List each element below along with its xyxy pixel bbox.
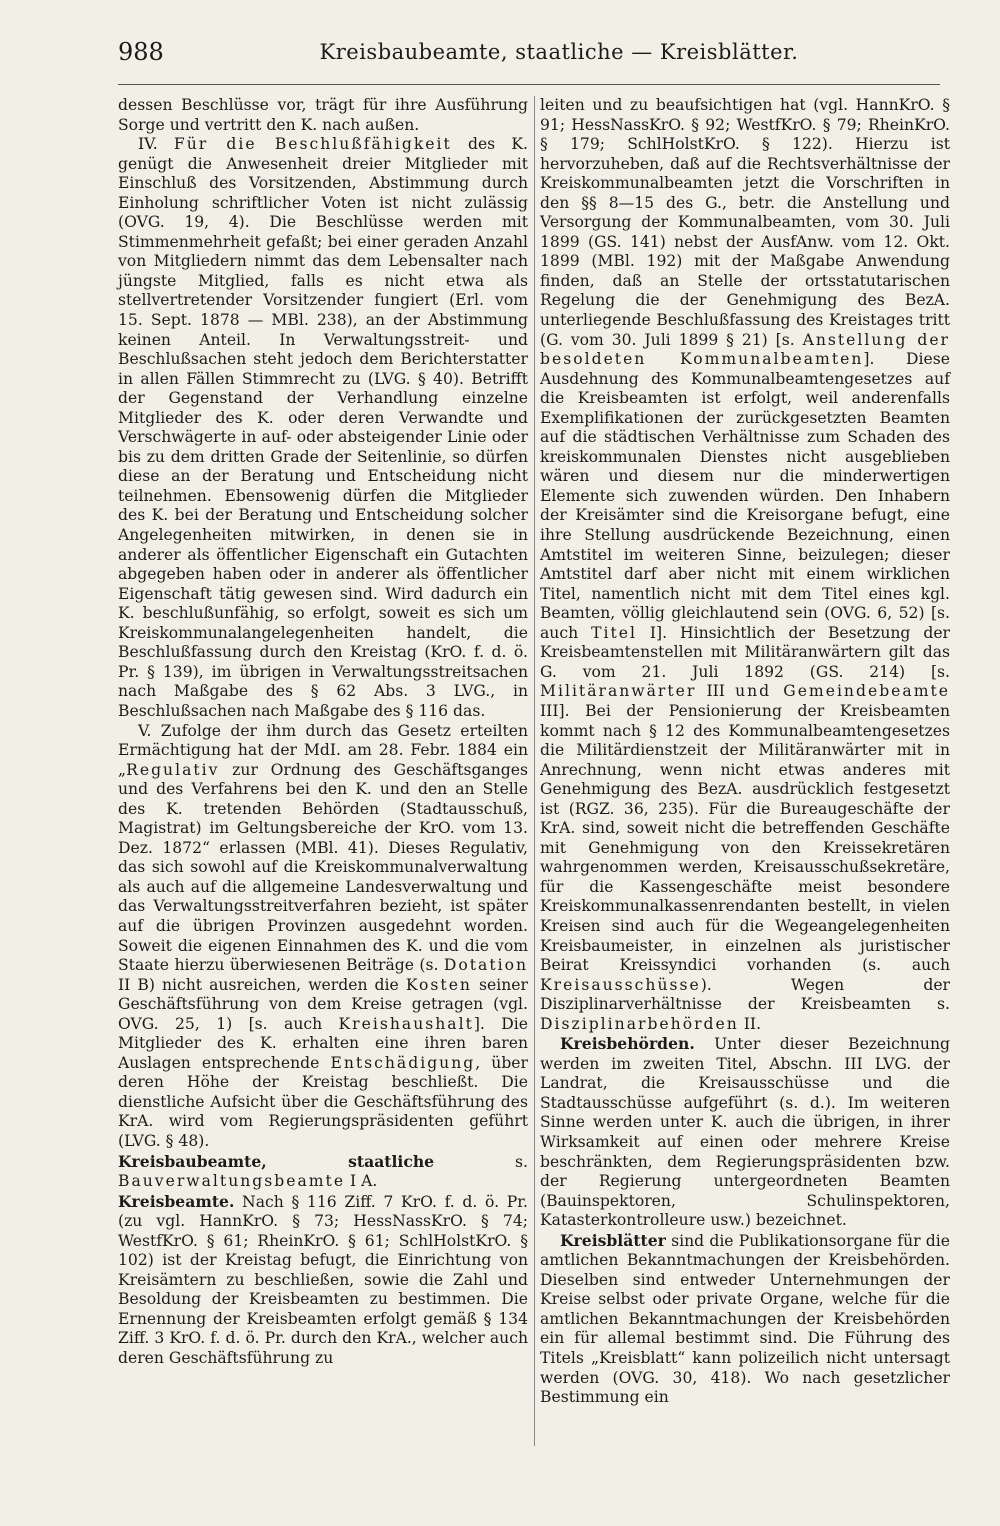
spaced-term: Regulativ (126, 760, 220, 779)
entry-heading: Kreisbaubeamte, staatliche (118, 1151, 435, 1171)
entry-heading: Kreisbeamte. (118, 1191, 235, 1211)
spaced-term: Kosten (405, 975, 472, 994)
entry-kreisbaubeamte: Kreisbaubeamte, staatliche s. Bauverwaltungsbeamte I A. (118, 1151, 528, 1191)
running-head: Kreisbaubeamte, staatliche — Kreisblätter. (319, 40, 799, 64)
paragraph: leiten und zu beaufsichtigen hat (vgl. HannKrO. § 91; HessNassKrO. § 92; WestfKrO. § 79; RheinKrO. § 179; SchlHolstKrO. § 122). Hierzu ist hervorzuheben, daß auf die Rechtsverhältnisse der Kreiskommunalbeamten jetzt die Vorschriften in den §§ 8—15 des G., betr. die Anstellung und Versorgung der Kommunalbeamten, vom 30. Juli 1899 (GS. 141) nebst der AusfAnw. vom 12. Okt. 1899 (MBl. 192) mit der Maßgabe Anwendung finden, daß an Stelle der ortsstatutarischen Regelung die der Genehmigung des BezA. unterliegende Beschlußfassung des Kreistages tritt (G. vom 30. Juli 1899 § 21) [s. Anstellung der besoldeten Kommunalbeamten]. Diese Ausdehnung des Kommunalbeamtengesetzes auf die Kreisbeamten ist erfolgt, weil anderenfalls Exemplifikationen der zurückgesetzten Beamten auf die städtischen Verhältnisse zum Schaden des kreiskommunalen Dienstes nicht ausgeblieben wären und diesem nur die minderwertigen Elemente sich zuwenden würden. Den Inhabern der Kreisämter sind die Kreisorgane befugt, eine ihre Stellung ausdrückende Bezeichnung, einen Amtstitel im weiteren Sinne, beizulegen; dieser Amtstitel darf aber nicht mit einem wirklichen Titel, namentlich nicht mit dem Titel eines kgl. Beamten, völlig gleichlautend sein (OVG. 6, 52) [s. auch Titel I]. Hinsichtlich der Besetzung der Kreisbeamtenstellen mit Militäranwärtern gilt das G. vom 21. Juli 1892 (GS. 214) [s. Militäranwärter III und Gemeindebeamte III]. Bei der Pensionierung der Kreisbeamten kommt nach § 12 des Kommunalbeamtengesetzes die Militärdienstzeit der Militäranwärter mit in Anrechnung, wenn nicht etwas anderes mit Genehmigung des BezA. ausdrücklich festgesetzt ist (RGZ. 36, 235). Für die Bureaugeschäfte der KrA. sind, soweit nicht die betreffenden Geschäfte mit Genehmigung von den Kreissekretären wahrgenommen werden, Kreisausschußsekretäre, für die Kassengeschäfte meist besondere Kreiskommunalkassenrendanten bestellt, in vielen Kreisen sind auch für die Wegeangelegenheiten Kreisbaumeister, in einzelnen als juristischer Beirat Kreissyndici vorhanden (s. auch Kreisausschüsse). Wegen der Disziplinarverhältnisse der Kreisbeamten s. Disziplinarbehörden II. (540, 96, 951, 1033)
page-header (118, 38, 940, 78)
right-column (540, 96, 950, 1476)
header-rule (118, 84, 940, 85)
column-divider (534, 96, 535, 1446)
spaced-term: Anstellung der besoldeten Kommunalbeamten (540, 330, 950, 369)
paragraph: dessen Beschlüsse vor, trägt für ihre Ausführung Sorge und vertritt den K. nach außen. (118, 96, 528, 134)
spaced-term: Für die Beschlußfähigkeit (173, 135, 452, 154)
entry-heading: Kreisbehörden. (560, 1034, 695, 1054)
paragraph: V. Zufolge der ihm durch das Gesetz erteilten Ermächtigung hat der MdI. am 28. Febr. 1884 ein „Regulativ zur Ordnung des Geschäftsganges und des Verfahrens bei den K. und den an Stelle des K. tretenden Behörden (Stadtausschuß, Magistrat) im Geltungsbereiche der KrO. vom 13. Dez. 1872“ erlassen (MBl. 41). Dieses Regulativ, das sich sowohl auf die Kreiskommunalverwaltung als auch auf die allgemeine Landesverwaltung und das Verwaltungsstreitverfahren bezieht, ist später auf die übrigen Provinzen ausgedehnt worden. Soweit die eigenen Einnahmen des K. und die vom Staate hierzu überwiesenen Beiträge (s. Dotation II B) nicht ausreichen, werden die Kosten seiner Geschäftsführung von dem Kreise getragen (vgl. OVG. 25, 1) [s. auch Kreishaushalt]. Die Mitglieder des K. erhalten eine ihren baren Auslagen entsprechende Entschädigung, über deren Höhe der Kreistag beschließt. Die dienstliche Aufsicht über die Geschäftsführung des KrA. wird vom Regierungspräsidenten geführt (LVG. § 48). (118, 721, 528, 1150)
spaced-term: Kreisausschüsse (540, 975, 701, 994)
spaced-term: Entschädigung (330, 1053, 476, 1072)
spaced-term: Bauverwaltungsbeamte (118, 1172, 346, 1191)
entry-kreisbehoerden: Kreisbehörden. Unter dieser Bezeichnung werden im zweiten Titel, Abschn. III LVG. der Landrat, die Kreisausschüsse und die Stadtausschüsse aufgeführt (s. d.). Im weiteren Sinne werden unter K. auch die übrigen, in ihrer Wirksamkeit auf einen oder mehrere Kreise beschränkten, dem Regierungspräsidenten bzw. der Regierung untergeordneten Beamten (Bauinspektoren, Schulinspektoren, Katasterkontrolleure usw.) bezeichnet. (540, 1034, 950, 1230)
spaced-term: und Gemeindebeamte (735, 682, 950, 701)
entry-heading: Kreisblätter (560, 1230, 666, 1250)
paragraph: IV. Für die Beschlußfähigkeit des K. genügt die Anwesenheit dreier Mitglieder mit Einschluß des Vorsitzenden, Abstimmung durch Einholung schriftlicher Voten ist nicht zulässig (OVG. 19, 4). Die Beschlüsse werden mit Stimmenmehrheit gefaßt; bei einer geraden Anzahl von Mitgliedern nimmt das dem Lebensalter nach jüngste Mitglied, falls es nicht etwa als stellvertretender Vorsitzender fungiert (Erl. vom 15. Sept. 1878 — MBl. 238), an der Abstimmung keinen Anteil. In Verwaltungsstreit- und Beschlußsachen steht jedoch dem Berichterstatter in allen Fällen Stimmrecht zu (LVG. § 40). Betrifft der Gegenstand der Verhandlung einzelne Mitglieder des K. oder deren Verwandte und Verschwägerte in auf- oder absteigender Linie oder bis zu dem dritten Grade der Seitenlinie, so dürfen diese an der Beratung und Entscheidung nicht teilnehmen. Ebensowenig dürfen die Mitglieder des K. bei der Beratung und Entscheidung solcher Angelegenheiten mitwirken, in denen sie in anderer als öffentlicher Eigenschaft ein Gutachten abgegeben haben oder in anderer als öffentlicher Eigenschaft tätig gewesen sind. Wird dadurch ein K. beschlußunfähig, so erfolgt, soweit es sich um Kreiskommunalangelegenheiten handelt, die Beschlußfassung durch den Kreistag (KrO. f. d. ö. Pr. § 139), im übrigen in Verwaltungsstreitsachen nach Maßgabe des § 62 Abs. 3 LVG., in Beschlußsachen nach Maßgabe des § 116 das. (118, 135, 529, 720)
spaced-term: Kreishaushalt (338, 1014, 474, 1033)
spaced-term: Militäranwärter (540, 682, 697, 701)
entry-kreisbeamte: Kreisbeamte. Nach § 116 Ziff. 7 KrO. f. d. ö. Pr. (zu vgl. HannKrO. § 73; HessNassKrO. § 74; WestfKrO. § 61; RheinKrO. § 61; SchlHolstKrO. § 102) ist der Kreistag befugt, die Einrichtung von Kreisämtern zu beschließen, sowie die Zahl und Besoldung der Kreisbeamten zu bestimmen. Die Ernennung der Kreisbeamten erfolgt gemäß § 134 Ziff. 3 KrO. f. d. ö. Pr. durch den KrA., welcher auch deren Geschäftsführung zu (118, 1191, 528, 1367)
page-number: 988 (118, 38, 164, 66)
entry-kreisblaetter: Kreisblätter sind die Publikationsorgane für die amtlichen Bekanntmachungen der Kreisbehörden. Dieselben sind entweder Unternehmungen der Kreise selbst oder private Organe, welche für die amtlichen Bekanntmachungen der Kreisbehörden ein für allemal bestimmt sind. Die Führung des Titels „Kreisblatt“ kann polizeilich nicht untersagt werden (OVG. 30, 418). Wo nach gesetzlicher Bestimmung ein (540, 1230, 950, 1407)
left-column (118, 96, 528, 1476)
spaced-term: Disziplinarbehörden (540, 1014, 739, 1033)
spaced-term: Titel (591, 623, 637, 642)
spaced-term: Dotation (443, 956, 528, 975)
